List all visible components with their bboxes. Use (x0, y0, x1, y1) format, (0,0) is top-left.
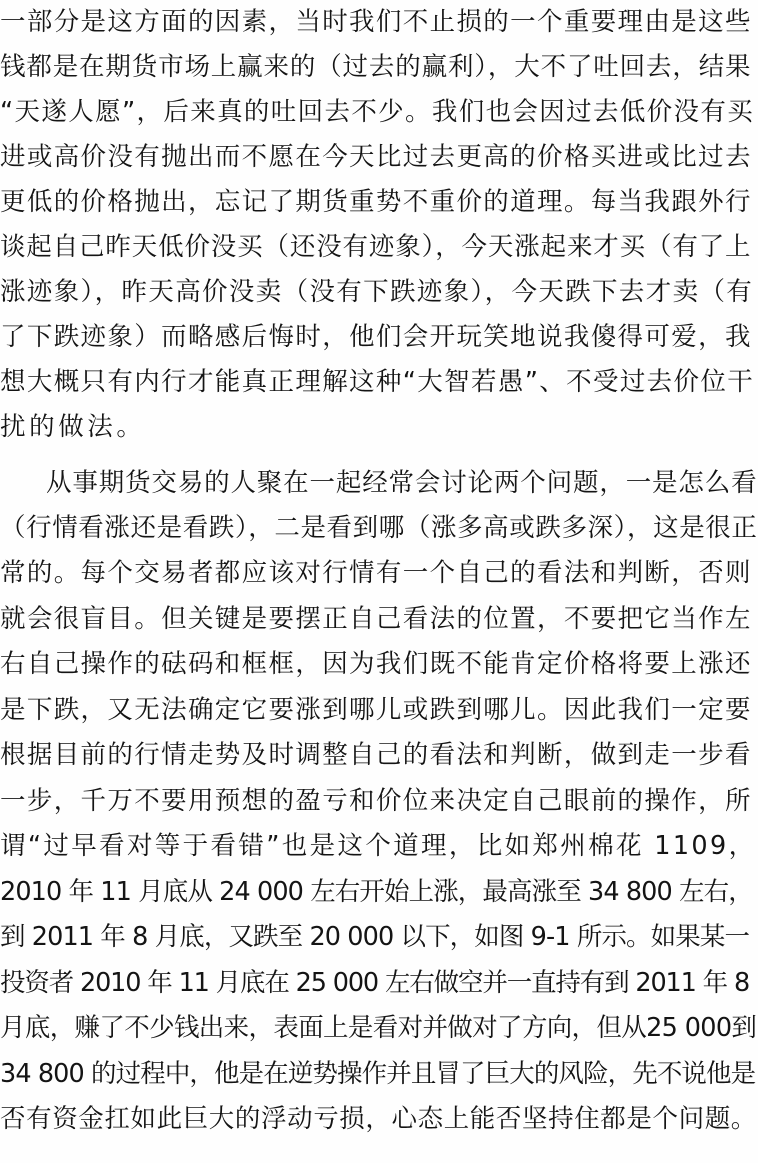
text-line: 否有资金扛如此巨大的浮动亏损，心态上能否坚持住都是个问题。 (0, 1104, 757, 1134)
text-line: 想大概只有内行才能真正理解这种“大智若愚”、不受过去价位干 (0, 367, 755, 397)
text-line: 2010 年 11 月底从 24 000 左右开始上涨，最高涨至 34 800 左右， (0, 877, 753, 907)
text-line: 进或高价没有抛出而不愿在今天比过去更高的价格买进或比过去 (0, 142, 752, 172)
text-line: “天遂人愿”，后来真的吐回去不少。我们也会因过去低价没有买 (0, 97, 755, 127)
text-line: 钱都是在期货市场上赢来的（过去的赢利），大不了吐回去，结果 (0, 52, 752, 82)
text-line: 谈起自己昨天低价没买（还没有迹象），今天涨起来才买（有了上 (0, 232, 752, 262)
text-line: 常的。每个交易者都应该对行情有一个自己的看法和判断，否则 (0, 558, 752, 588)
text-line: 右自己操作的砝码和框框，因为我们既不能肯定价格将要上涨还 (0, 649, 752, 679)
text-line: 根据目前的行情走势及时调整自己的看法和判断，做到走一步看 (0, 740, 752, 770)
text-line: 从事期货交易的人聚在一起经常会讨论两个问题，一是怎么看 (46, 468, 758, 498)
text-line: 更低的价格抛出，忘记了期货重势不重价的道理。每当我跟外行 (0, 187, 752, 217)
text-line: 谓“过早看对等于看错”也是这个道理，比如郑州棉花 1109， (0, 831, 757, 861)
text-line: 就会很盲目。但关键是要摆正自己看法的位置，不要把它当作左 (0, 604, 752, 634)
text-line: 了下跌迹象）而略感后悔时，他们会开玩笑地说我傻得可爱，我 (0, 322, 752, 352)
text-line: 一步，千万不要用预想的盈亏和价位来决定自己眼前的操作，所 (0, 786, 752, 816)
text-line: 扰的做法。 (0, 412, 146, 442)
text-line: 到 2011 年 8 月底，又跌至 20 000 以下，如图 9-1 所示。如果某一 (0, 922, 750, 952)
text-line: 是下跌，又无法确定它要涨到哪儿或跌到哪儿。因此我们一定要 (0, 695, 752, 725)
text-line: 月底，赚了不少钱出来，表面上是看对并做对了方向，但从25 000到 (0, 1013, 757, 1043)
text-line: （行情看涨还是看跌），二是看到哪（涨多高或跌多深），这是很正 (0, 513, 758, 543)
text-line: 一部分是这方面的因素，当时我们不止损的一个重要理由是这些 (0, 7, 752, 37)
text-line: 投资者 2010 年 11 月底在 25 000 左右做空并一直持有到 2011 年 8 (0, 968, 750, 998)
text-line: 涨迹象），昨天高价没卖（没有下跌迹象），今天跌下去才卖（有 (0, 277, 754, 307)
text-line: 34 800 的过程中，他是在逆势操作并且冒了巨大的风险，先不说他是 (0, 1059, 756, 1089)
